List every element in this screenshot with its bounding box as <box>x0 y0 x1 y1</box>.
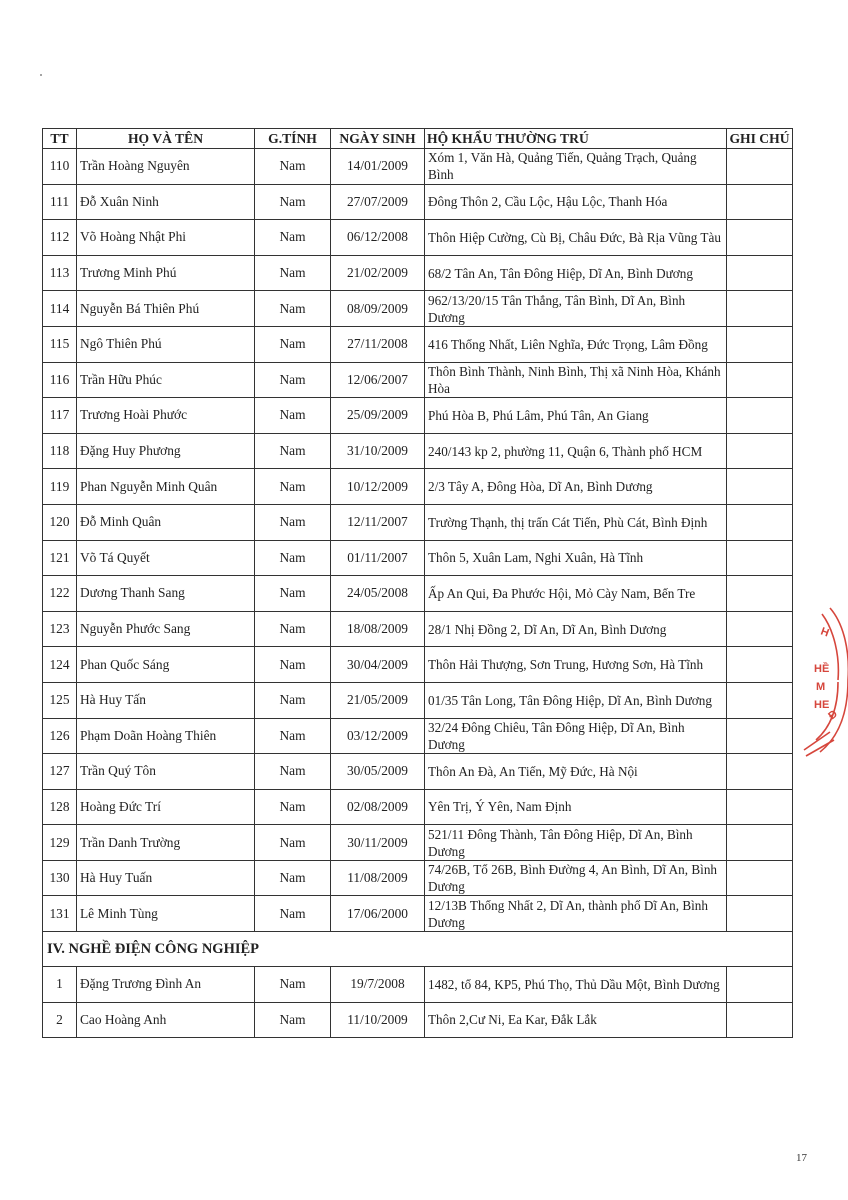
cell-dob: 06/12/2008 <box>331 220 425 256</box>
header-name: HỌ VÀ TÊN <box>77 129 255 149</box>
cell-note <box>727 611 793 647</box>
cell-name: Cao Hoàng Anh <box>77 1002 255 1038</box>
table-row <box>43 1002 793 1038</box>
cell-name: Trần Quý Tôn <box>77 754 255 790</box>
table-row <box>43 540 793 576</box>
cell-note <box>727 576 793 612</box>
cell-note <box>727 433 793 469</box>
cell-address: Thôn 2,Cư Ni, Ea Kar, Đắk Lắk <box>425 1002 727 1038</box>
cell-sex: Nam <box>255 398 331 434</box>
cell-sex: Nam <box>255 1002 331 1038</box>
cell-dob: 11/10/2009 <box>331 1002 425 1038</box>
cell-address: Thôn An Đà, An Tiến, Mỹ Đức, Hà Nội <box>425 754 727 790</box>
cell-name: Hoàng Đức Trí <box>77 789 255 825</box>
cell-dob: 12/11/2007 <box>331 504 425 540</box>
cell-dob: 18/08/2009 <box>331 611 425 647</box>
cell-name: Ngô Thiên Phú <box>77 326 255 362</box>
cell-dob: 17/06/2000 <box>331 896 425 932</box>
cell-sex: Nam <box>255 967 331 1003</box>
cell-address: 74/26B, Tổ 26B, Bình Đường 4, An Bình, Dĩ An, Bình Dương <box>425 860 727 896</box>
cell-name: Võ Hoàng Nhật Phi <box>77 220 255 256</box>
cell-dob: 30/11/2009 <box>331 825 425 861</box>
student-roster-table <box>42 128 793 1038</box>
cell-tt: 130 <box>43 860 77 896</box>
cell-sex: Nam <box>255 682 331 718</box>
svg-text:M: M <box>816 681 826 693</box>
cell-address: Thôn Hiệp Cường, Cù Bị, Châu Đức, Bà Rịa Vũng Tàu <box>425 220 727 256</box>
cell-tt: 2 <box>43 1002 77 1038</box>
table-row <box>43 647 793 683</box>
table-row <box>43 860 793 896</box>
cell-sex: Nam <box>255 184 331 220</box>
cell-sex: Nam <box>255 255 331 291</box>
cell-address: Đông Thôn 2, Cầu Lộc, Hậu Lộc, Thanh Hóa <box>425 184 727 220</box>
svg-text:H: H <box>818 625 831 640</box>
cell-tt: 120 <box>43 504 77 540</box>
cell-address: 28/1 Nhị Đồng 2, Dĩ An, Dĩ An, Bình Dương <box>425 611 727 647</box>
cell-tt: 119 <box>43 469 77 505</box>
cell-dob: 21/05/2009 <box>331 682 425 718</box>
cell-dob: 30/04/2009 <box>331 647 425 683</box>
cell-dob: 27/11/2008 <box>331 326 425 362</box>
cell-note <box>727 896 793 932</box>
cell-tt: 121 <box>43 540 77 576</box>
cell-dob: 12/06/2007 <box>331 362 425 398</box>
cell-name: Trương Minh Phú <box>77 255 255 291</box>
cell-tt: 115 <box>43 326 77 362</box>
svg-text:Đ: Đ <box>826 707 841 723</box>
cell-address: Thôn Hải Thượng, Sơn Trung, Hương Sơn, Hà Tĩnh <box>425 647 727 683</box>
cell-tt: 112 <box>43 220 77 256</box>
cell-tt: 122 <box>43 576 77 612</box>
table-row <box>43 149 793 185</box>
cell-dob: 31/10/2009 <box>331 433 425 469</box>
cell-sex: Nam <box>255 896 331 932</box>
table-row <box>43 754 793 790</box>
cell-name: Lê Minh Tùng <box>77 896 255 932</box>
table-row <box>43 362 793 398</box>
cell-note <box>727 504 793 540</box>
cell-dob: 02/08/2009 <box>331 789 425 825</box>
table-row <box>43 184 793 220</box>
cell-name: Nguyễn Phước Sang <box>77 611 255 647</box>
cell-tt: 111 <box>43 184 77 220</box>
cell-sex: Nam <box>255 291 331 327</box>
cell-sex: Nam <box>255 362 331 398</box>
cell-note <box>727 255 793 291</box>
cell-note <box>727 718 793 754</box>
cell-note <box>727 149 793 185</box>
cell-tt: 124 <box>43 647 77 683</box>
cell-dob: 10/12/2009 <box>331 469 425 505</box>
cell-sex: Nam <box>255 754 331 790</box>
cell-name: Phan Quốc Sáng <box>77 647 255 683</box>
cell-note <box>727 220 793 256</box>
cell-sex: Nam <box>255 860 331 896</box>
table-row <box>43 433 793 469</box>
cell-sex: Nam <box>255 433 331 469</box>
cell-note <box>727 291 793 327</box>
cell-dob: 27/07/2009 <box>331 184 425 220</box>
cell-address: 32/24 Đông Chiêu, Tân Đông Hiệp, Dĩ An, Bình Dương <box>425 718 727 754</box>
cell-tt: 113 <box>43 255 77 291</box>
table-header-row <box>43 129 793 149</box>
table-row <box>43 576 793 612</box>
svg-text:HỀ: HỀ <box>814 663 830 675</box>
scan-speck <box>40 74 42 76</box>
cell-address: Thôn 5, Xuân Lam, Nghi Xuân, Hà Tĩnh <box>425 540 727 576</box>
official-seal-fragment <box>800 600 848 760</box>
cell-tt: 116 <box>43 362 77 398</box>
cell-dob: 21/02/2009 <box>331 255 425 291</box>
cell-tt: 128 <box>43 789 77 825</box>
cell-note <box>727 825 793 861</box>
cell-sex: Nam <box>255 789 331 825</box>
cell-note <box>727 754 793 790</box>
roster-body <box>43 149 793 1038</box>
cell-note <box>727 469 793 505</box>
cell-note <box>727 1002 793 1038</box>
header-note: GHI CHÚ <box>727 129 793 149</box>
cell-address: 521/11 Đông Thành, Tân Đông Hiệp, Dĩ An, Bình Dương <box>425 825 727 861</box>
cell-note <box>727 362 793 398</box>
header-dob: NGÀY SINH <box>331 129 425 149</box>
table-row <box>43 326 793 362</box>
cell-address: 1482, tổ 84, KP5, Phú Thọ, Thủ Dầu Một, Bình Dương <box>425 967 727 1003</box>
table-row <box>43 398 793 434</box>
cell-address: 68/2 Tân An, Tân Đông Hiệp, Dĩ An, Bình Dương <box>425 255 727 291</box>
table-row <box>43 896 793 932</box>
cell-dob: 19/7/2008 <box>331 967 425 1003</box>
table-row <box>43 255 793 291</box>
page-number: 17 <box>796 1152 807 1164</box>
cell-address: 2/3 Tây A, Đông Hòa, Dĩ An, Bình Dương <box>425 469 727 505</box>
cell-name: Hà Huy Tuấn <box>77 860 255 896</box>
cell-sex: Nam <box>255 718 331 754</box>
cell-name: Nguyễn Bá Thiên Phú <box>77 291 255 327</box>
cell-name: Trần Hữu Phúc <box>77 362 255 398</box>
cell-tt: 117 <box>43 398 77 434</box>
cell-dob: 24/05/2008 <box>331 576 425 612</box>
cell-address: Thôn Bình Thành, Ninh Bình, Thị xã Ninh Hòa, Khánh Hòa <box>425 362 727 398</box>
cell-tt: 118 <box>43 433 77 469</box>
table-row <box>43 682 793 718</box>
cell-tt: 127 <box>43 754 77 790</box>
table-row <box>43 967 793 1003</box>
cell-name: Đặng Trương Đình An <box>77 967 255 1003</box>
cell-sex: Nam <box>255 611 331 647</box>
cell-tt: 131 <box>43 896 77 932</box>
cell-tt: 123 <box>43 611 77 647</box>
cell-sex: Nam <box>255 149 331 185</box>
cell-address: Trường Thạnh, thị trấn Cát Tiến, Phù Cát, Bình Định <box>425 504 727 540</box>
cell-note <box>727 682 793 718</box>
cell-sex: Nam <box>255 504 331 540</box>
cell-name: Võ Tá Quyết <box>77 540 255 576</box>
cell-sex: Nam <box>255 825 331 861</box>
cell-note <box>727 398 793 434</box>
cell-name: Đỗ Xuân Ninh <box>77 184 255 220</box>
cell-sex: Nam <box>255 540 331 576</box>
cell-dob: 14/01/2009 <box>331 149 425 185</box>
cell-address: Xóm 1, Văn Hà, Quảng Tiến, Quảng Trạch, Quảng Bình <box>425 149 727 185</box>
header-sex: G.TÍNH <box>255 129 331 149</box>
cell-sex: Nam <box>255 469 331 505</box>
cell-dob: 30/05/2009 <box>331 754 425 790</box>
table-row <box>43 825 793 861</box>
cell-dob: 01/11/2007 <box>331 540 425 576</box>
cell-address: 416 Thống Nhất, Liên Nghĩa, Đức Trọng, Lâm Đồng <box>425 326 727 362</box>
cell-sex: Nam <box>255 220 331 256</box>
table-row <box>43 718 793 754</box>
cell-address: Yên Trị, Ý Yên, Nam Định <box>425 789 727 825</box>
cell-tt: 1 <box>43 967 77 1003</box>
cell-address: 962/13/20/15 Tân Thắng, Tân Bình, Dĩ An, Bình Dương <box>425 291 727 327</box>
header-tt: TT <box>43 129 77 149</box>
section-title: IV. NGHỀ ĐIỆN CÔNG NGHIỆP <box>43 932 793 967</box>
cell-dob: 25/09/2009 <box>331 398 425 434</box>
table-row <box>43 220 793 256</box>
cell-tt: 110 <box>43 149 77 185</box>
svg-text:HE: HE <box>814 699 830 711</box>
cell-note <box>727 326 793 362</box>
cell-name: Trần Hoàng Nguyên <box>77 149 255 185</box>
table-row <box>43 611 793 647</box>
cell-name: Phạm Doãn Hoàng Thiên <box>77 718 255 754</box>
cell-note <box>727 540 793 576</box>
cell-note <box>727 967 793 1003</box>
cell-address: Phú Hòa B, Phú Lâm, Phú Tân, An Giang <box>425 398 727 434</box>
cell-address: 01/35 Tân Long, Tân Đông Hiệp, Dĩ An, Bình Dương <box>425 682 727 718</box>
cell-name: Trương Hoài Phước <box>77 398 255 434</box>
cell-name: Hà Huy Tấn <box>77 682 255 718</box>
cell-tt: 114 <box>43 291 77 327</box>
cell-sex: Nam <box>255 647 331 683</box>
cell-dob: 08/09/2009 <box>331 291 425 327</box>
section-header-row <box>43 932 793 967</box>
cell-note <box>727 184 793 220</box>
cell-name: Dương Thanh Sang <box>77 576 255 612</box>
cell-tt: 129 <box>43 825 77 861</box>
cell-note <box>727 860 793 896</box>
cell-address: Ấp An Qui, Đa Phước Hội, Mỏ Cày Nam, Bến Tre <box>425 576 727 612</box>
cell-note <box>727 647 793 683</box>
cell-dob: 11/08/2009 <box>331 860 425 896</box>
table-row <box>43 789 793 825</box>
cell-sex: Nam <box>255 576 331 612</box>
cell-address: 12/13B Thống Nhất 2, Dĩ An, thành phố Dĩ An, Bình Dương <box>425 896 727 932</box>
table-row <box>43 504 793 540</box>
cell-address: 240/143 kp 2, phường 11, Quận 6, Thành phố HCM <box>425 433 727 469</box>
table-row <box>43 291 793 327</box>
cell-tt: 126 <box>43 718 77 754</box>
cell-name: Đặng Huy Phương <box>77 433 255 469</box>
cell-name: Phan Nguyễn Minh Quân <box>77 469 255 505</box>
header-address: HỘ KHẨU THƯỜNG TRÚ <box>425 129 727 149</box>
cell-note <box>727 789 793 825</box>
cell-sex: Nam <box>255 326 331 362</box>
cell-name: Trần Danh Trường <box>77 825 255 861</box>
cell-tt: 125 <box>43 682 77 718</box>
cell-name: Đỗ Minh Quân <box>77 504 255 540</box>
cell-dob: 03/12/2009 <box>331 718 425 754</box>
table-row <box>43 469 793 505</box>
